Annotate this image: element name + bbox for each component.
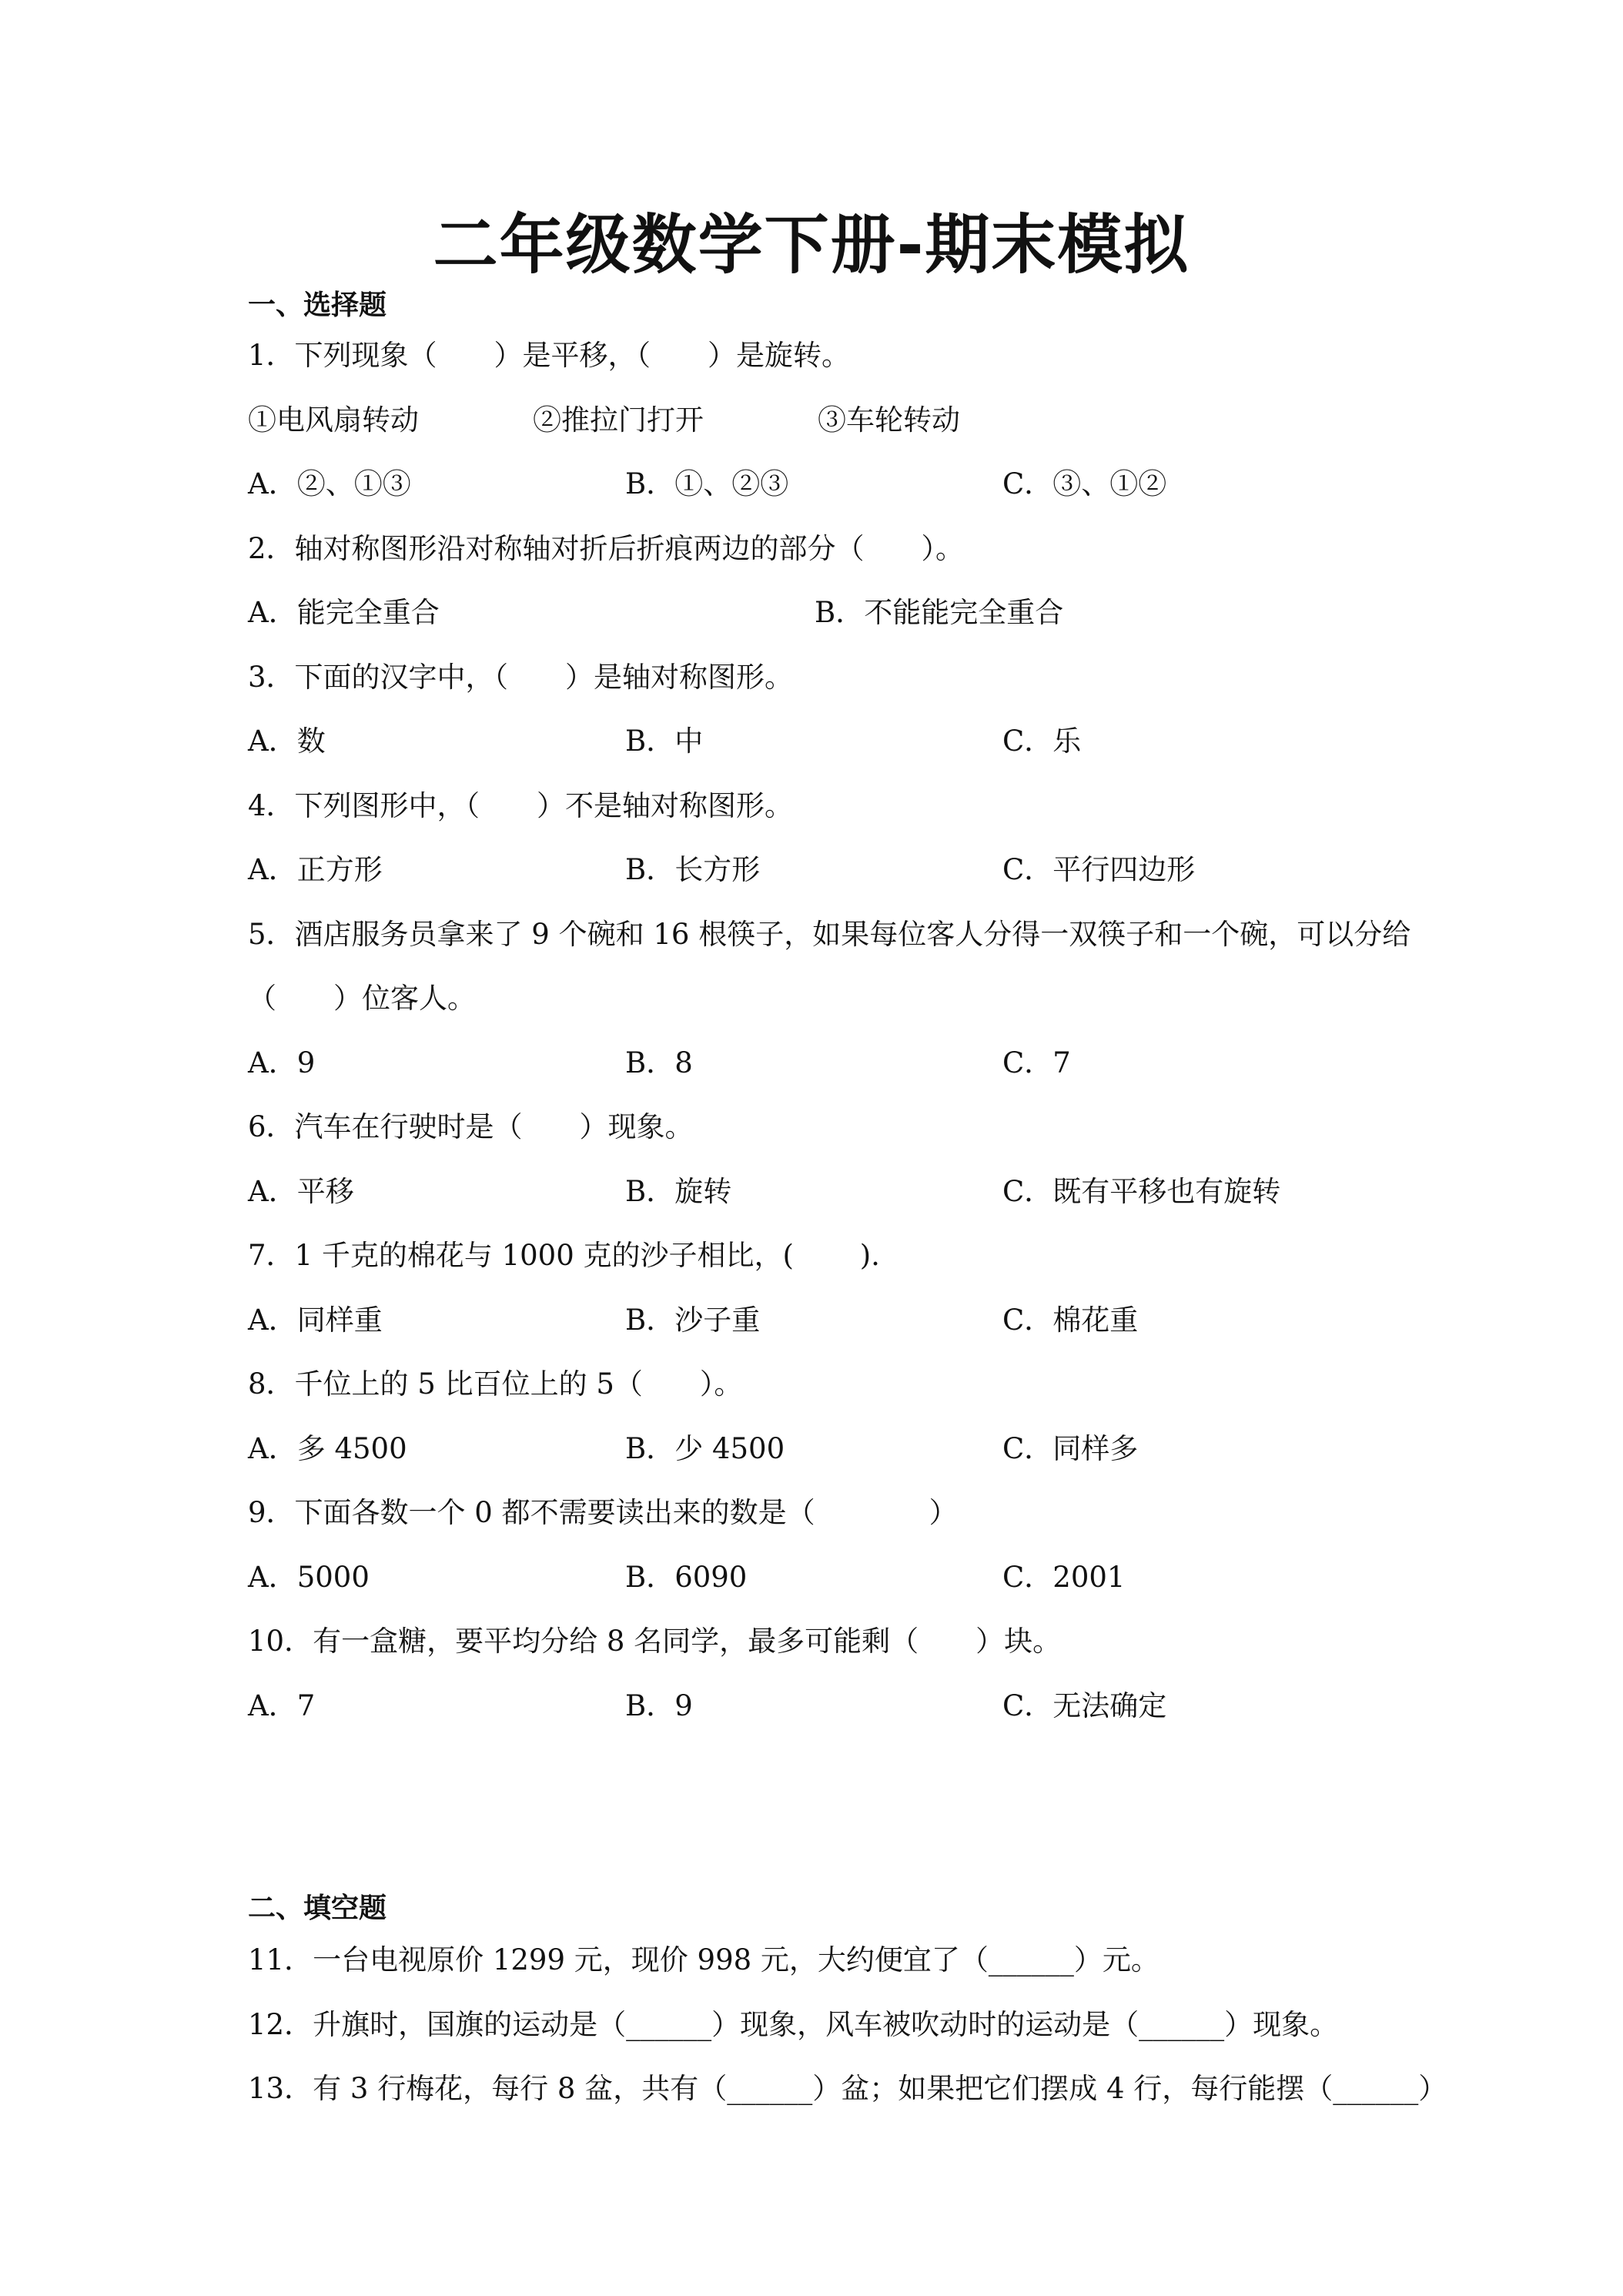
option-a: A．7 bbox=[248, 1689, 316, 1722]
question-2: 2．轴对称图形沿对称轴对折后折痕两边的部分（ ）。 bbox=[248, 532, 965, 565]
option-c: C．棉花重 bbox=[1002, 1304, 1139, 1337]
section-heading-fill: 二、填空题 bbox=[248, 1893, 387, 1924]
option-a: A．同样重 bbox=[248, 1304, 383, 1337]
option-c: C．同样多 bbox=[1002, 1432, 1139, 1465]
option-c: C．既有平移也有旋转 bbox=[1002, 1175, 1281, 1208]
question-1: 1．下列现象（ ）是平移，（ ）是旋转。 bbox=[248, 339, 851, 372]
option-b: B．9 bbox=[625, 1689, 693, 1722]
option-c: C．7 bbox=[1002, 1046, 1071, 1079]
option-a: A．数 bbox=[248, 725, 326, 758]
option-a: A．平移 bbox=[248, 1175, 354, 1208]
question-7: 7．1 千克的棉花与 1000 克的沙子相比，( ). bbox=[248, 1239, 880, 1272]
option-b: B．6090 bbox=[625, 1561, 748, 1594]
question-11: 11．一台电视原价 1299 元，现价 998 元，大约便宜了（______）元。 bbox=[248, 1943, 1160, 1976]
option-c: C．乐 bbox=[1002, 725, 1082, 758]
option-b: B．沙子重 bbox=[625, 1304, 761, 1337]
question-9: 9．下面各数一个 0 都不需要读出来的数是（ ） bbox=[248, 1496, 958, 1529]
option-b: B．①、②③ bbox=[625, 467, 789, 500]
option-a: A．9 bbox=[248, 1046, 316, 1079]
option-a: A．多 4500 bbox=[248, 1432, 407, 1465]
option-a: A．正方形 bbox=[248, 853, 383, 886]
question-4: 4．下列图形中，（ ）不是轴对称图形。 bbox=[248, 789, 794, 822]
option-a: A．能完全重合 bbox=[248, 596, 440, 629]
option-c: C．平行四边形 bbox=[1002, 853, 1196, 886]
option-a: A．5000 bbox=[248, 1561, 370, 1594]
question-5-continued: （ ）位客人。 bbox=[248, 982, 476, 1015]
question-3: 3．下面的汉字中，（ ）是轴对称图形。 bbox=[248, 661, 794, 694]
question-10: 10．有一盒糖，要平均分给 8 名同学，最多可能剩（ ）块。 bbox=[248, 1625, 1062, 1658]
option-c: C．2001 bbox=[1002, 1561, 1126, 1594]
option-b: B．长方形 bbox=[625, 853, 761, 886]
question-13: 13．有 3 行梅花，每行 8 盆，共有（______）盆；如果把它们摆成 4 行，每行能摆（______） bbox=[248, 2072, 1447, 2105]
option-c: C．③、①② bbox=[1002, 467, 1167, 500]
question-8: 8．千位上的 5 比百位上的 5（ ）。 bbox=[248, 1367, 743, 1401]
question-12: 12．升旗时，国旗的运动是（______）现象，风车被吹动时的运动是（______）现象。 bbox=[248, 2008, 1339, 2041]
option-b: B．旋转 bbox=[625, 1175, 732, 1208]
section-heading-choice: 一、选择题 bbox=[248, 290, 387, 321]
question-5: 5．酒店服务员拿来了 9 个碗和 16 根筷子，如果每位客人分得一双筷子和一个碗，可以分给 bbox=[248, 918, 1411, 951]
option-a: A．②、①③ bbox=[248, 467, 411, 500]
question-1-items: ①电风扇转动 ②推拉门打开 ③车轮转动 bbox=[248, 403, 960, 437]
page-title: 二年级数学下册-期末模拟 bbox=[433, 207, 1190, 283]
option-b: B．不能能完全重合 bbox=[815, 596, 1064, 629]
option-b: B．中 bbox=[625, 725, 704, 758]
option-b: B．少 4500 bbox=[625, 1432, 785, 1465]
option-c: C．无法确定 bbox=[1002, 1689, 1167, 1722]
option-b: B．8 bbox=[625, 1046, 693, 1079]
question-6: 6．汽车在行驶时是（ ）现象。 bbox=[248, 1110, 694, 1143]
